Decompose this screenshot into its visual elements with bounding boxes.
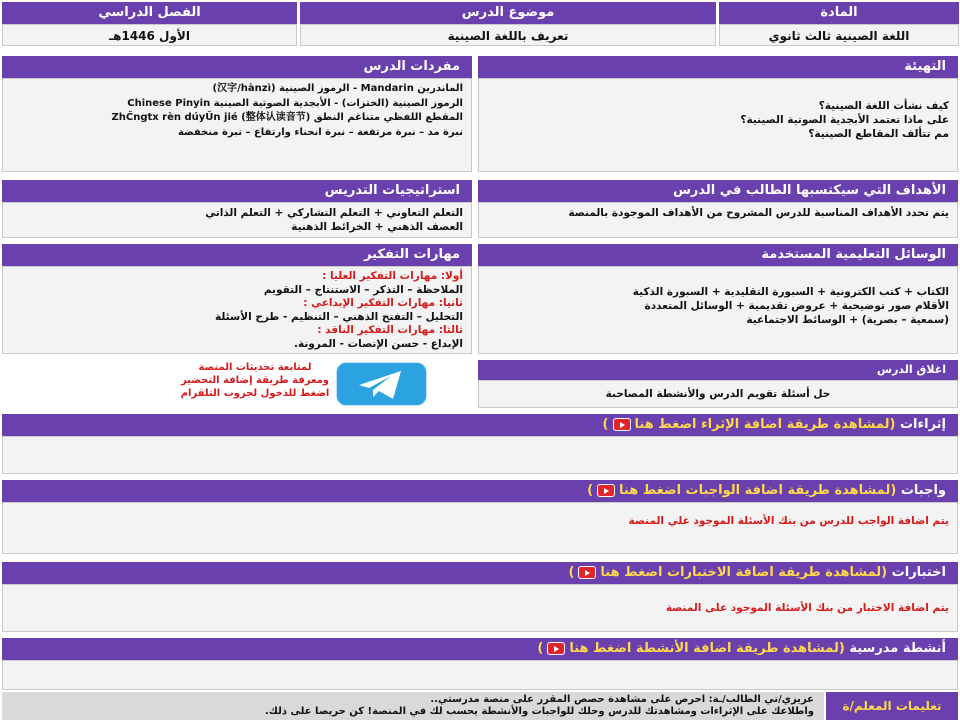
teacher-line: واطلاعك على الإثراءات ومشاهدتك للدرس وحلك للواجبات والأنشطة يحسب لك في المنصة! كن حريصا على ذلك. [264, 706, 814, 717]
telegram-text[interactable] [180, 358, 330, 408]
vocab-line: الرموز الصينية (الختزات) - الأبجدية الصوتية الصينية Chinese Pinyin [127, 97, 463, 109]
tools-line: الأقلام صور توضيحية + عروض تقديمية + الوسائل المتعددة [644, 300, 949, 312]
enrichment-title: إثراءات [899, 417, 946, 432]
homework-header [2, 480, 958, 502]
objectives-content [478, 202, 958, 238]
telegram-line: ومعرفة طريقة إضافة التحضير [180, 375, 330, 386]
homework-title: واجبات [900, 483, 946, 498]
enrichment-link[interactable]: (لمشاهدة طريقة اضافة الإثراء اضغط هنا) [602, 417, 896, 432]
thinking-header: مهارات التفكير [2, 244, 472, 266]
tests-link[interactable]: (لمشاهدة طريقة اضافة الاختبارات اضغط هنا) [568, 565, 888, 580]
telegram-button[interactable] [336, 362, 427, 406]
vocab-line: المقطع اللفظي متناغم النطق ZhĈngtx rèn dúyŬn jié (整体认读音节) [111, 112, 463, 123]
tests-text: يتم اضافة الاختبار من بنك الأسئلة الموجود على المنصة [665, 602, 949, 614]
warmup-header: التهيئة [478, 56, 958, 78]
strategies-line: العصف الذهني + الخرائط الذهنية [291, 221, 463, 233]
thinking-heading: ثانيا: مهارات التفكير الإبداعي : [303, 297, 463, 309]
vocab-content [2, 78, 472, 172]
thinking-heading: ثالثا: مهارات التفكير الناقد : [317, 324, 463, 336]
objectives-header: الأهداف التي سيكتسبها الطالب في الدرس [478, 180, 958, 202]
closing-content [478, 380, 958, 408]
telegram-line: لمتابعة تحديثات المنصة [198, 362, 312, 373]
tools-header: الوسائل التعليمية المستخدمة [478, 244, 958, 266]
teacher-label: تعليمات المعلم/ة [826, 692, 958, 720]
tools-content [478, 266, 958, 354]
objectives-text: يتم تحدد الأهداف المناسبة للدرس المشروح من الأهداف الموجودة بالمنصة [568, 207, 949, 219]
tools-line: الكتاب + كتب الكترونية + السبورة التقليدية + السبورة الذكية [632, 286, 949, 298]
strategies-line: التعلم التعاوني + التعلم التشاركي + التعلم الذاتي [205, 207, 463, 219]
telegram-icon [335, 363, 426, 407]
warmup-line: مم تتألف المقاطع الصينية؟ [808, 128, 949, 140]
warmup-line: كيف نشأت اللغة الصينية؟ [818, 100, 949, 112]
vocab-header: مفردات الدرس [2, 56, 472, 78]
activities-link[interactable]: (لمشاهدة طريقة اضافة الأنشطة اضغط هنا) [537, 641, 845, 656]
tests-title: اختبارات [891, 565, 946, 580]
subject-label: المادة [719, 2, 959, 24]
strategies-content [2, 202, 472, 238]
closing-text: حل أسئلة تقويم الدرس والأنشطة المصاحبة [605, 388, 831, 400]
youtube-icon[interactable] [613, 418, 631, 431]
activities-title: أنشطة مدرسية [849, 641, 946, 656]
teacher-content [2, 692, 824, 720]
closing-header: اغلاق الدرس [478, 360, 958, 380]
tests-content [2, 584, 958, 632]
warmup-content [478, 78, 958, 172]
teacher-line: عزيزي/تي الطالب/ـة: احرص على مشاهدة حصص المقرر على منصة مدرستي.. [430, 694, 814, 705]
homework-link[interactable]: (لمشاهدة طريقة اضافة الواجبات اضغط هنا) [587, 483, 897, 498]
strategies-header: استراتيجيات التدريس [2, 180, 472, 202]
tests-header [2, 562, 958, 584]
thinking-items: الإبداع - حسن الإنصات - المرونة. [293, 337, 463, 350]
homework-text: يتم اضافة الواجب للدرس من بنك الأسئلة الموجود علي المنصة [628, 515, 949, 527]
lesson-value: تعريف باللغة الصينية [300, 24, 716, 46]
youtube-icon[interactable] [597, 484, 615, 497]
thinking-content [2, 266, 472, 354]
thinking-items: التحليل – التفتح الذهني – التنظيم - طرح الأسئلة [214, 310, 463, 323]
thinking-heading: أولا: مهارات التفكير العليا : [322, 270, 463, 282]
warmup-line: على ماذا تعتمد الأبجدية الصوتية الصينية؟ [740, 114, 949, 126]
homework-content [2, 502, 958, 554]
telegram-line: اضغط للدخول لجروب التلقرام [180, 388, 330, 399]
vocab-line: نبرة مد – نبرة مرتفعة – نبرة انحناء وارتفاع – نبرة منخفضة [177, 126, 463, 138]
tools-line: (سمعية – بصرية) + الوسائط الاجتماعية [746, 314, 949, 326]
term-label: الفصل الدراسي [2, 2, 297, 24]
enrichment-header [2, 414, 958, 436]
youtube-icon[interactable] [578, 566, 596, 579]
enrichment-content [2, 436, 958, 474]
lesson-label: موضوع الدرس [300, 2, 716, 24]
activities-content [2, 660, 958, 690]
activities-header [2, 638, 958, 660]
youtube-icon[interactable] [547, 642, 565, 655]
subject-value: اللغة الصينية ثالث ثانوي [719, 24, 959, 46]
vocab-line: الماندرين Mandarin - الرموز الصينية (汉字/hànzì) [212, 83, 463, 94]
thinking-items: الملاحظة – التذكر – الاستنتاج – التقويم [263, 283, 463, 296]
term-value: الأول 1446هـ [2, 24, 297, 46]
